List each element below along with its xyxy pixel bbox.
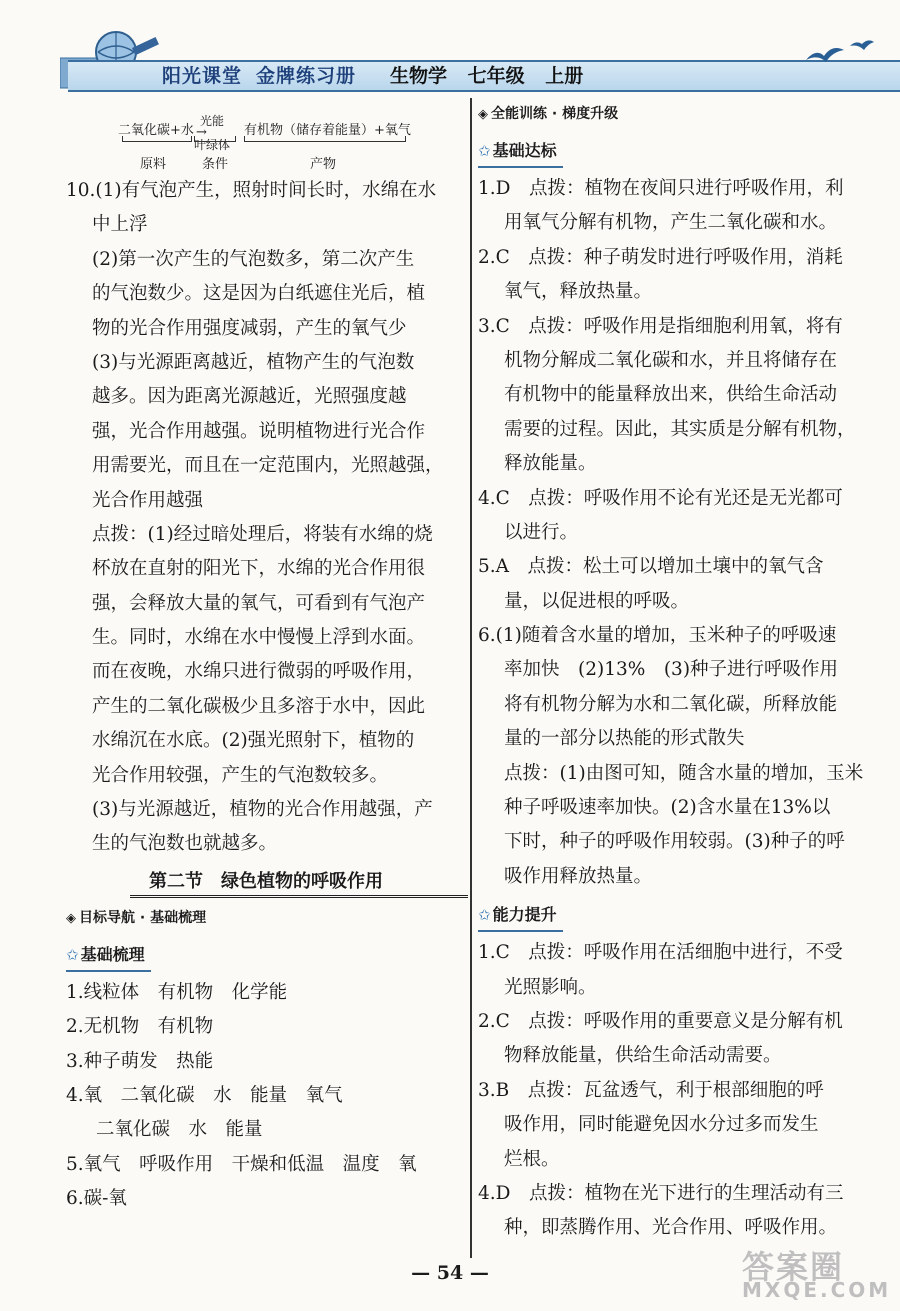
text-line: 5.A 点拨：松土可以增加土壤中的氧气含 (478, 556, 824, 578)
label-products: 产物 (310, 157, 337, 172)
text-line: 1.线粒体 有机物 化学能 (66, 981, 288, 1003)
label-condition: 条件 (202, 157, 229, 172)
text-line: 光照影响。 (504, 976, 597, 998)
text-line: 的气泡数少。这是因为白纸遮住光后，植 (92, 283, 426, 305)
basic-standard-tag (478, 136, 563, 168)
text-line: 物的光合作用强度减弱，产生的氧气少 (92, 317, 407, 339)
photosynthesis-equation: 二氧化碳+水 光能 → 叶绿体 有机物（储存着能量）+氧气 原料 条件 产物 (66, 108, 466, 174)
right-column (478, 98, 866, 1246)
text-line: 以进行。 (504, 521, 579, 543)
text-line: 吸作用，同时能避免因水分过多而发生 (504, 1114, 819, 1136)
text-line: 率加快 (2)13% (3)种子进行呼吸作用 (504, 659, 839, 681)
text-line: 产生的二氧化碳极少且多溶于水中，因此 (92, 695, 426, 717)
equation-products: 有机物（储存着能量）+氧气 (244, 123, 411, 138)
text-line: 6.碳-氧 (66, 1188, 127, 1210)
watermark-text: 答案圈 (742, 1248, 845, 1286)
text-line: 物释放能量，供给生命活动需要。 (504, 1045, 782, 1067)
series-title (162, 62, 356, 90)
text-line: 而在夜晚，水绵只进行微弱的呼吸作用， (92, 661, 426, 683)
page-number: — 54 — (411, 1262, 489, 1284)
text-line: 1.D 点拨：植物在夜间只进行呼吸作用，利 (478, 178, 844, 199)
text-line: 1.C 点拨：呼吸作用在活细胞中进行，不受 (478, 942, 843, 964)
text-line: 越多。因为距离光源越近，光照强度越 (92, 386, 407, 408)
star-icon: ✩ (66, 945, 79, 964)
text-line: 用氧气分解有机物，产生二氧化碳和水。 (504, 212, 838, 234)
bracket-condition (194, 136, 236, 142)
text-line: (3)与光源距离越近，植物产生的气泡数 (92, 351, 415, 373)
answer-10-block (66, 174, 466, 862)
goal-navigation-heading (66, 902, 466, 934)
text-line: 10.(1)有气泡产生，照射时间长时，水绵在水 (66, 180, 437, 201)
section-title-text: 第二节 绿色植物的呼吸作用 (149, 870, 383, 892)
text-line: 点拨：(1)由图可知，随含水量的增加，玉米 (504, 762, 864, 784)
text-line: 烂根。 (504, 1148, 560, 1170)
section-title-underline (130, 895, 468, 898)
text-line: 量，以促进根的呼吸。 (504, 590, 690, 612)
text-line: 将有机物分解为水和二氧化碳，所释放能 (504, 693, 838, 715)
text-line: 吸作用释放热量。 (504, 865, 653, 887)
text-line: 杯放在直射的阳光下，水绵的光合作用很 (92, 558, 426, 580)
equation-condition-bottom: 叶绿体 (194, 138, 231, 152)
section-title (66, 862, 466, 902)
subject-title: 生物学 七年级 上册 (390, 65, 584, 87)
text-line: 3.C 点拨：呼吸作用是指细胞利用氧，将有 (478, 315, 843, 337)
column-divider (470, 98, 472, 1258)
text-line: 机物分解成二氧化碳和水，并且将储存在 (504, 349, 838, 371)
text-line: 6.(1)随着含水量的增加，玉米种子的呼吸速 (478, 625, 837, 647)
diamond-icon: ◈ (66, 910, 76, 926)
watermark-url: MXQE.COM (742, 1278, 892, 1302)
text-line: 量的一部分以热能的形式散失 (504, 728, 745, 750)
basic-review-tag (66, 940, 151, 972)
basic-review-list (66, 976, 466, 1217)
bracket-products (244, 136, 406, 142)
basic-review-text: 基础梳理 (80, 944, 145, 964)
text-line: 4.氧 二氧化碳 水 能量 氧气 (66, 1084, 343, 1106)
text-line: (3)与光源越近，植物的光合作用越强，产 (92, 799, 433, 821)
goal-navigation-text: 目标导航 · 基础梳理 (79, 909, 207, 926)
ability-tag (478, 900, 563, 932)
text-line: 光合作用越强 (92, 489, 204, 511)
text-line: 释放能量。 (504, 453, 597, 475)
left-column (66, 108, 466, 1217)
text-line: 3.种子萌发 热能 (66, 1050, 214, 1072)
text-line: 生。同时，水绵在水中慢慢上浮到水面。 (92, 627, 426, 649)
text-line: 光合作用较强，产生的气泡数较多。 (92, 764, 389, 786)
text-line: 下时，种子的呼吸作用较弱。(3)种子的呼 (504, 831, 845, 853)
text-line: 种子呼吸速率加快。(2)含水量在13%以 (504, 797, 831, 819)
text-line: 强，会释放大量的氧气，可看到有气泡产 (92, 592, 426, 614)
bracket-materials (122, 136, 192, 142)
equation-condition-top: 光能 (200, 114, 225, 128)
diamond-icon: ◈ (478, 107, 488, 122)
ability-text: 能力提升 (492, 905, 557, 925)
text-line: 4.C 点拨：呼吸作用不论有光还是无光都可 (478, 487, 843, 509)
text-line: 氧气，释放热量。 (504, 281, 653, 303)
training-heading-text: 全能训练 · 梯度升级 (491, 106, 619, 122)
text-line: 中上浮 (92, 214, 148, 236)
text-line: 种，即蒸腾作用、光合作用、呼吸作用。 (504, 1217, 838, 1239)
text-line: 2.C 点拨：种子萌发时进行呼吸作用，消耗 (478, 246, 843, 268)
birds-icon (800, 30, 880, 70)
text-line: 水绵沉在水底。(2)强光照射下，植物的 (92, 730, 415, 752)
star-icon: ✩ (478, 906, 491, 925)
text-line: 点拨：(1)经过暗处理后，将装有水绵的烧 (92, 523, 433, 545)
text-line: 二氧化碳 水 能量 (96, 1119, 263, 1141)
text-line: 4.D 点拨：植物在光下进行的生理活动有三 (478, 1182, 844, 1204)
star-icon: ✩ (478, 142, 491, 160)
text-line: 需要的过程。因此，其实质是分解有机物， (504, 418, 856, 440)
ability-answers (478, 936, 866, 1246)
watermark-logo (712, 1240, 892, 1304)
text-line: 3.B 点拨：瓦盆透气，利于根部细胞的呼 (478, 1079, 824, 1101)
training-heading (478, 98, 866, 130)
text-line: 生的气泡数也就越多。 (92, 833, 278, 855)
text-line: (2)第一次产生的气泡数多，第二次产生 (92, 248, 415, 270)
basic-standard-answers (478, 172, 866, 894)
basic-standard-text: 基础达标 (492, 141, 557, 160)
text-line: 2.C 点拨：呼吸作用的重要意义是分解有机 (478, 1010, 843, 1032)
text-line: 2.无机物 有机物 (66, 1016, 214, 1038)
text-line: 有机物中的能量释放出来，供给生命活动 (504, 384, 838, 406)
text-line: 强，光合作用越强。说明植物进行光合作 (92, 420, 426, 442)
text-line: 5.氧气 呼吸作用 干燥和低温 温度 氧 (66, 1153, 417, 1175)
text-line: 用需要光，而且在一定范围内，光照越强， (92, 455, 444, 477)
page-header (60, 52, 870, 92)
equation-reactants: 二氧化碳+水 (118, 123, 194, 138)
book-name: 金牌练习册 (256, 65, 357, 87)
label-materials: 原料 (140, 157, 167, 172)
series-name: 阳光课堂 (162, 65, 243, 87)
